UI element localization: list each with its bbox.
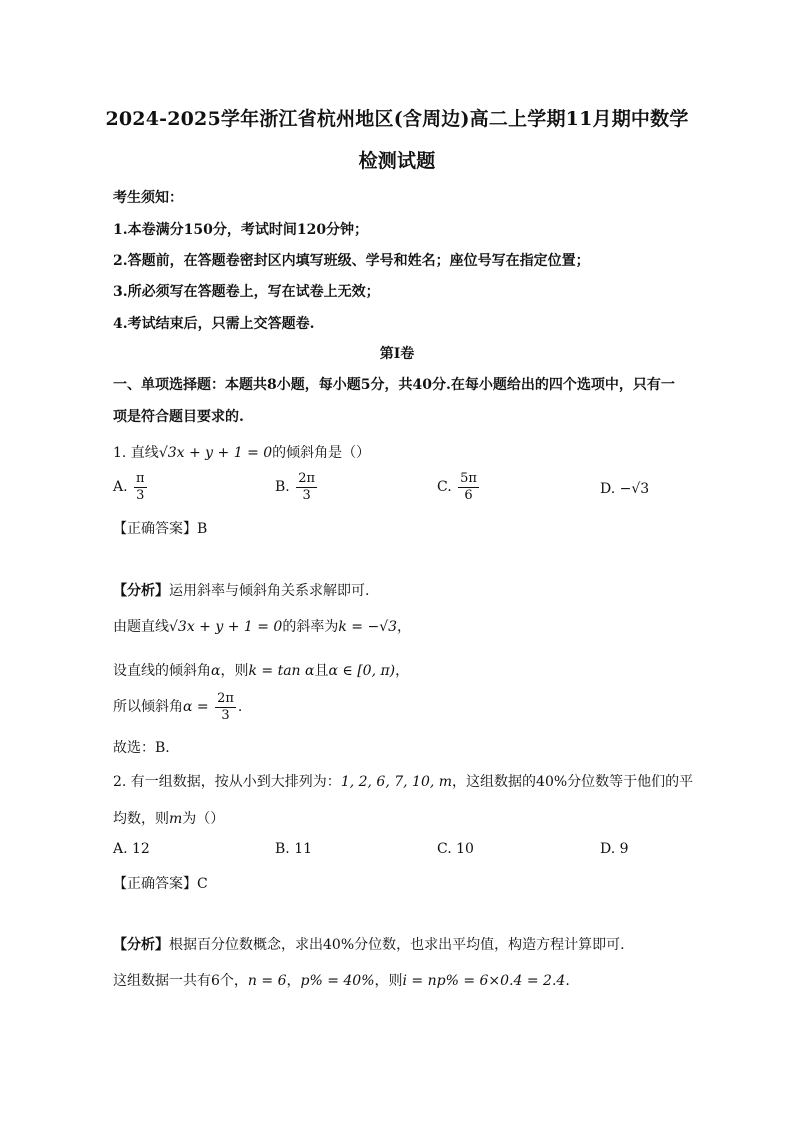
q1-choice: 故选：B. — [113, 740, 170, 756]
option-value: 10 — [456, 841, 474, 857]
q1-step1 — [113, 616, 411, 636]
q2-stem-line1 — [113, 771, 693, 791]
step-i: i = np% = 6×0.4 = 2.4 — [402, 973, 566, 989]
doc-title-line1: 2024-2025学年浙江省杭州地区(含周边)高二上学期11月期中数学 — [105, 108, 689, 130]
option-label: A. — [113, 841, 128, 857]
step-p: p% = 40% — [300, 973, 375, 989]
analysis-percent: 40% — [323, 937, 355, 953]
q2-option-d — [600, 841, 629, 857]
notice-item-1: 1.本卷满分150分，考试时间120分钟； — [113, 222, 369, 238]
option-label: B. — [275, 479, 290, 496]
option-label: C. — [437, 841, 452, 857]
step-text: ， — [286, 973, 301, 989]
step-text: 个， — [219, 973, 248, 989]
q1-analysis — [113, 580, 369, 600]
stem-percent: 40% — [536, 774, 568, 790]
step-lhs: α = — [183, 699, 209, 716]
analysis-tag: 【分析】 — [113, 583, 169, 599]
stem-text: 为（） — [182, 811, 225, 827]
fraction-numerator: 2π — [298, 471, 316, 486]
notice-heading: 考生须知： — [113, 190, 183, 206]
step-text: 的斜率为 — [282, 619, 339, 635]
step-n: n = 6 — [247, 973, 287, 989]
option-label: D. — [600, 481, 616, 497]
q1-step3 — [113, 692, 242, 722]
step-text: 所以倾斜角 — [113, 699, 183, 716]
q1-prefix: 1. 直线 — [113, 445, 159, 461]
step-text: ， — [397, 619, 412, 635]
option-label: B. — [275, 841, 290, 857]
step-equation: √3x + y + 1 = 0 — [169, 619, 283, 635]
section-intro-line2: 项是符合题目要求的. — [113, 409, 244, 425]
option-fraction — [296, 472, 317, 502]
stem-text: 均数，则 — [113, 811, 169, 827]
q1-suffix: 的倾斜角是（） — [272, 445, 371, 461]
analysis-text: 运用斜率与倾斜角关系求解即可. — [169, 583, 370, 599]
q1-stem — [113, 442, 370, 462]
option-label: C. — [437, 479, 452, 496]
step-text: 由题直线 — [113, 619, 169, 635]
stem-text: ，这组数据的 — [452, 774, 537, 790]
q2-option-a — [113, 841, 150, 857]
q1-equation: √3x + y + 1 = 0 — [158, 445, 273, 461]
stem-text: 2. 有一组数据，按从小到大排列为： — [113, 774, 341, 790]
q2-option-b — [275, 841, 312, 857]
q1-option-c — [437, 472, 481, 502]
step-text: . — [565, 973, 570, 989]
step-text: 且 — [314, 663, 329, 679]
q2-stem-line2 — [113, 808, 224, 828]
option-value: 12 — [132, 841, 150, 857]
analysis-tag: 【分析】 — [113, 937, 169, 953]
volume-heading: 第I卷 — [379, 346, 415, 362]
q1-option-b — [275, 472, 319, 502]
fraction-denominator: 6 — [464, 487, 473, 503]
stem-text: 分位数等于他们的平 — [567, 774, 694, 790]
q2-analysis — [113, 934, 625, 954]
q1-option-a — [113, 472, 149, 502]
option-fraction — [458, 472, 479, 502]
step-text: ， — [395, 663, 410, 679]
notice-item-4: 4.考试结束后，只需上交答题卷. — [113, 316, 315, 332]
option-label: A. — [113, 479, 128, 496]
analysis-text: 根据百分位数概念，求出 — [169, 937, 323, 953]
notice-item-2: 2.答题前，在答题卷密封区内填写班级、学号和姓名；座位号写在指定位置； — [113, 253, 590, 269]
option-fraction — [134, 472, 147, 502]
q1-option-d — [600, 481, 649, 497]
option-value: 9 — [619, 841, 629, 857]
fraction-numerator: 5π — [460, 471, 477, 486]
step-text: . — [237, 699, 243, 716]
q2-option-c — [437, 841, 474, 857]
step-count: 6 — [211, 973, 220, 989]
step-fraction — [215, 692, 236, 722]
option-value: −√3 — [619, 481, 650, 497]
notice-item-3: 3.所必须写在答题卷上，写在试卷上无效； — [113, 284, 380, 300]
step-text: 这组数据一共有 — [113, 973, 211, 989]
step-slope: k = −√3 — [338, 619, 398, 635]
section-intro-line1: 一、单项选择题：本题共8小题，每小题5分，共40分.在每小题给出的四个选项中，只有一 — [113, 377, 675, 393]
step-text: ，则 — [374, 973, 403, 989]
option-value: 11 — [294, 841, 313, 857]
q1-step2 — [113, 660, 409, 680]
doc-title-line2: 检测试题 — [358, 150, 436, 172]
q2-step1 — [113, 970, 570, 990]
fraction-numerator: 2π — [217, 691, 234, 706]
fraction-numerator: π — [136, 471, 145, 486]
stem-variable: m — [169, 811, 183, 827]
step-alpha: α — [211, 663, 221, 679]
q1-answer: 【正确答案】B — [113, 521, 208, 537]
stem-data: 1, 2, 6, 7, 10, m — [340, 774, 453, 790]
step-text: ，则 — [220, 663, 249, 679]
fraction-denominator: 3 — [302, 487, 311, 503]
step-equation: k = tan α — [248, 663, 315, 679]
step-range: α ∈ [0, π) — [328, 663, 396, 679]
analysis-text: 分位数，也求出平均值，构造方程计算即可. — [354, 937, 625, 953]
option-label: D. — [600, 841, 616, 857]
fraction-denominator: 3 — [221, 707, 230, 723]
fraction-denominator: 3 — [136, 487, 145, 503]
q2-answer: 【正确答案】C — [113, 876, 208, 892]
step-text: 设直线的倾斜角 — [113, 663, 211, 679]
